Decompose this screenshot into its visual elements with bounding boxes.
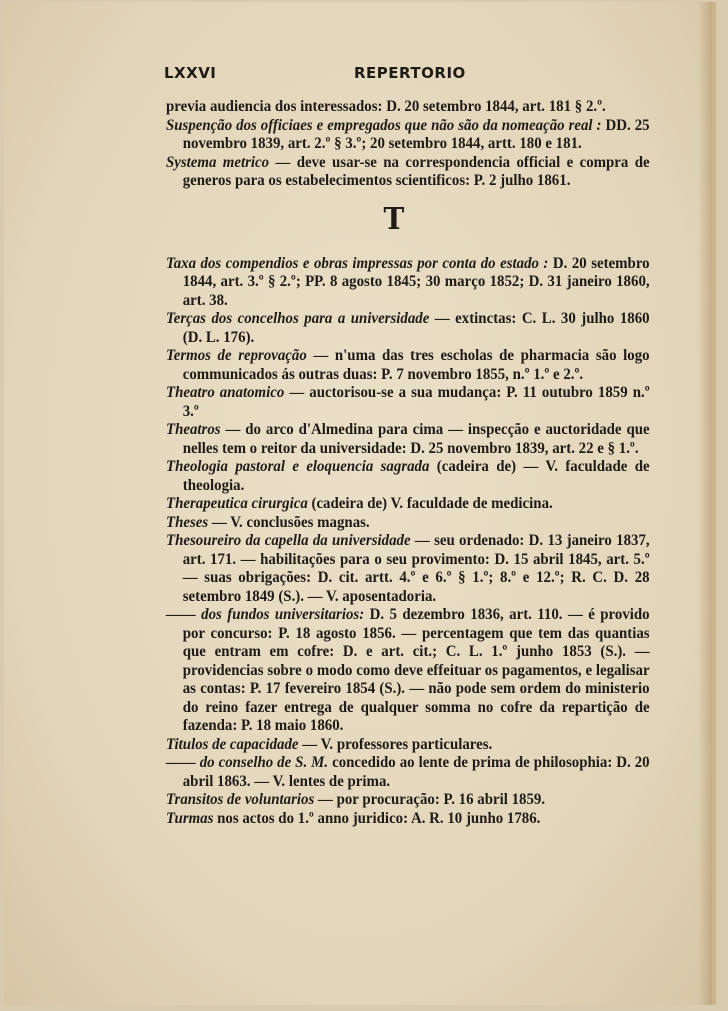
section-letter: T <box>383 201 405 237</box>
entry-term: Therapeutica cirurgica <box>166 495 308 512</box>
entry-term: Suspenção dos officiaes e empregados que não são da nomeação real : <box>166 116 602 134</box>
entry-text: — por procuração: P. 16 abril 1859. <box>314 791 546 808</box>
entry-text: — extinctas: C. L. 30 julho 1860 (D. L. 176). <box>182 310 650 346</box>
entry-term: —— dos fundos universitarios: <box>166 606 365 623</box>
entry-text: — seu ordenado: D. 13 janeiro 1837, art. 171. — habilitações para o seu provimento: D. 15 abril 1845, art. 5.º — suas obrigações: D. cit. artt. 4.º e 6.º § 1.º; 8.º e 12.º; R. C. D. 28 setembro 1849 (S.). — V. aposentadoria. <box>182 532 650 605</box>
entry-term: —— do conselho de S. M. <box>166 754 329 771</box>
entry-text: (cadeira de) — V. faculdade de theologia. <box>182 458 650 494</box>
running-title: REPERTORIO <box>354 64 466 82</box>
entry-text: — deve usar-se na correspondencia official e compra de generos para os estabelecimentos scientificos: P. 2 julho 1861. <box>182 153 650 189</box>
entry-text: nos actos do 1.º anno juridico: A. R. 10 junho 1786. <box>213 809 541 827</box>
index-entry <box>166 791 650 810</box>
entry-text: DD. 25 novembro 1839, art. 2.º § 3.º; 20 setembro 1844, artt. 180 e 181. <box>182 116 650 152</box>
entry-term: Termos de reprovação <box>166 347 307 364</box>
entry-term: Terças dos concelhos para a universidade <box>166 310 430 327</box>
page-header <box>164 64 654 86</box>
entry-term: Theologia pastoral e eloquencia sagrada <box>166 458 430 475</box>
entry-text: — auctorisou-se a sua mudança: P. 11 outubro 1859 n.º 3.º <box>182 384 650 420</box>
entry-text: — V. conclusões magnas. <box>208 513 370 531</box>
index-entry <box>166 754 650 791</box>
index-entry <box>166 255 650 311</box>
index-entry <box>166 310 650 347</box>
index-entry <box>166 606 650 736</box>
index-entry <box>166 458 650 495</box>
entry-text: (cadeira de) V. faculdade de medicina. <box>307 495 553 512</box>
index-entry <box>166 532 650 606</box>
index-entry <box>166 117 650 154</box>
entry-text: D. 20 setembro 1844, art. 3.º § 2.º; PP. 8 agosto 1845; 30 março 1852; D. 31 janeiro 1860, art. 38. <box>182 254 650 309</box>
index-entry <box>166 736 650 755</box>
index-entry <box>166 810 650 829</box>
entry-text: previa audiencia dos interessados: D. 20 setembro 1844, art. 181 § 2.º. <box>166 98 606 115</box>
entry-term: Theatros <box>166 421 221 438</box>
entry-text: — do arco d'Almedina para cima — inspecção e auctoridade que nelles tem o reitor da universidade: D. 25 novembro 1839, art. 22 e § 1.º. <box>182 421 650 457</box>
entry-term: Thesoureiro da capella da universidade <box>166 532 411 549</box>
index-entry <box>166 514 650 533</box>
index-entry <box>166 154 650 191</box>
entry-text: — V. professores particulares. <box>298 735 493 753</box>
entry-term: Taxa dos compendios e obras impressas por conta do estado : <box>166 254 549 272</box>
entry-term: Theatro anatomico <box>166 384 285 401</box>
entries-before-section <box>166 98 650 191</box>
index-entry <box>166 98 650 117</box>
entry-term: Titulos de capacidade <box>166 735 299 753</box>
entry-term: Transitos de voluntarios <box>166 791 315 808</box>
index-entry <box>166 495 650 514</box>
index-entry <box>166 421 650 458</box>
index-entry <box>166 384 650 421</box>
entry-term: Theses <box>166 513 209 531</box>
page-number: LXXVI <box>164 64 217 82</box>
entry-term: Turmas <box>166 809 214 827</box>
entry-text: concedido ao lente de prima de philosophia: D. 20 abril 1863. — V. lentes de prima. <box>182 754 650 790</box>
index-content <box>166 98 650 828</box>
entry-text: — n'uma das tres escholas de pharmacia são logo communicados ás outras duas: P. 7 novembro 1855, n.º 1.º e 2.º. <box>182 347 650 383</box>
book-page <box>4 2 716 1005</box>
entry-term: Systema metrico <box>166 153 270 171</box>
entry-text: D. 5 dezembro 1836, art. 110. — é provido por concurso: P. 18 agosto 1856. — percentagem que tem das quantias que entram em cofre: D. e art. cit.; C. L. 1.º junho 1853 (S.). — providencias sobre o modo como deve effeituar os pagamentos, e legalisar as contas: P. 17 fevereiro 1854 (S.). — não pode sem ordem do ministerio do reino fazer entrega de qualquer somma no cofre da repartição de fazenda: P. 18 maio 1860. <box>182 606 650 734</box>
index-entry <box>166 347 650 384</box>
page-edge-stain <box>698 2 712 1005</box>
entries-after-section <box>166 255 650 829</box>
